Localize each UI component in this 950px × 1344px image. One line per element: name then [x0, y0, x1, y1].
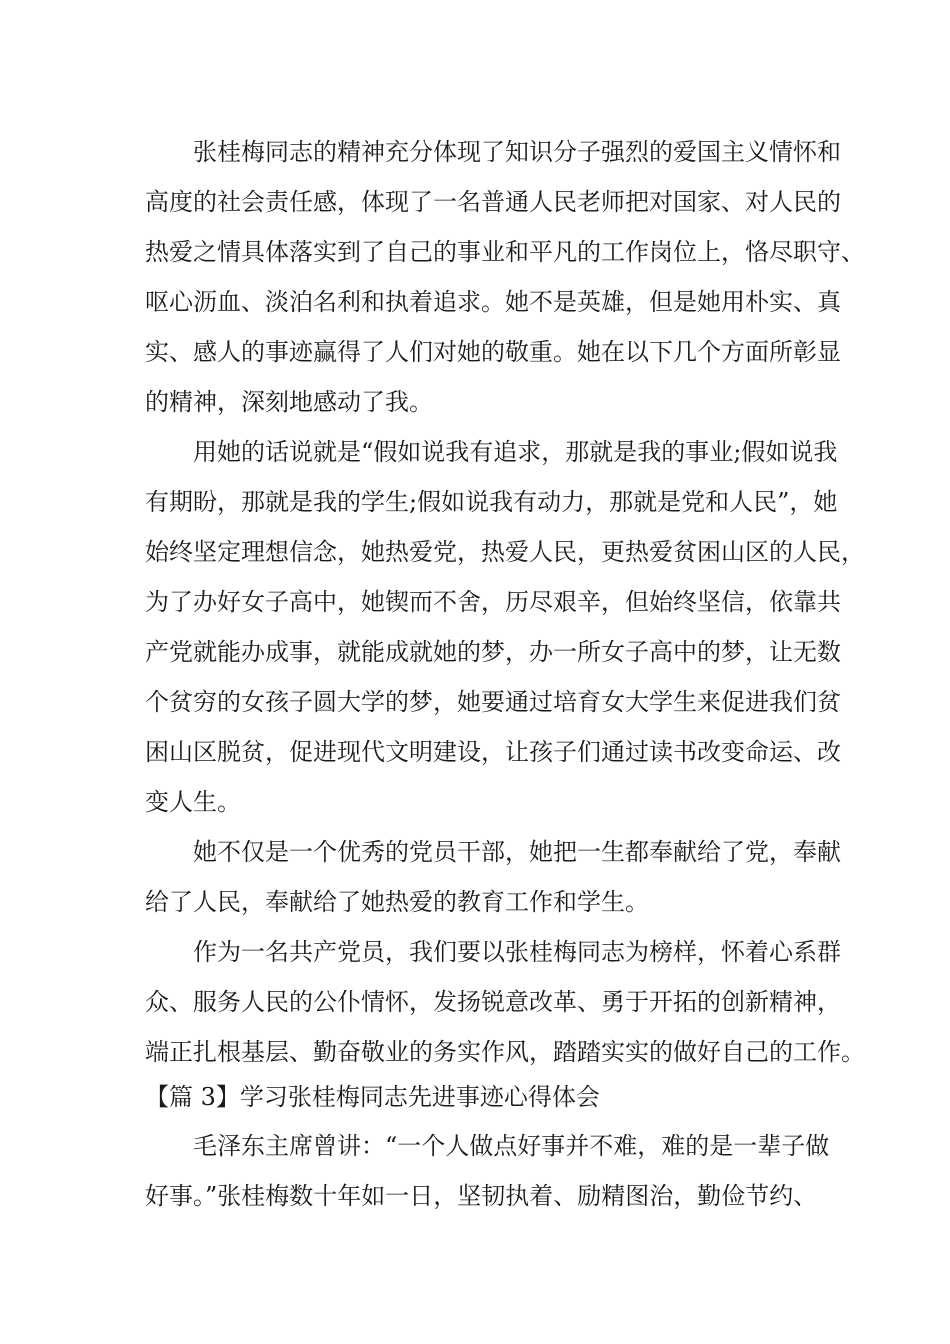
- line-text: 高度的社会责任感，体现了一名普通人民老师把对国家、对人民的: [145, 188, 841, 216]
- text-line: [0, 682, 950, 722]
- line-text: 众、服务人民的公仆情怀，发扬锐意改革、勇于开拓的创新精神，: [145, 988, 841, 1016]
- line-text: 张桂梅同志的精神充分体现了知识分子强烈的爱国主义情怀和: [193, 138, 841, 166]
- line-text: 困山区脱贫，促进现代文明建设，让孩子们通过读书改变命运、改: [145, 738, 841, 766]
- line-text: 个贫穷的女孩子圆大学的梦，她要通过培育女大学生来促进我们贫: [145, 688, 841, 716]
- line-text: 给了人民，奉献给了她热爱的教育工作和学生。: [145, 888, 649, 916]
- line-text: 的精神，深刻地感动了我。: [145, 388, 433, 416]
- text-line: [0, 332, 950, 372]
- text-line: [0, 382, 950, 422]
- line-text: 好事。”张桂梅数十年如一日，坚韧执着、励精图治，勤俭节约、: [145, 1182, 818, 1210]
- line-text: 变人生。: [145, 788, 241, 816]
- line-text: 呕心沥血、淡泊名利和执着追求。她不是英雄，但是她用朴实、真: [145, 288, 841, 316]
- text-line: [0, 282, 950, 322]
- line-text: 用她的话说就是“假如说我有追求，那就是我的事业;假如说我: [193, 438, 838, 466]
- text-line: [0, 782, 950, 822]
- text-line: [0, 882, 950, 922]
- text-line: [0, 732, 950, 772]
- text-line: [0, 932, 950, 972]
- text-line: [0, 982, 950, 1022]
- text-line: [0, 482, 950, 522]
- line-text: 始终坚定理想信念，她热爱党，热爱人民，更热爱贫困山区的人民，: [145, 538, 865, 566]
- text-line: [0, 1032, 950, 1072]
- line-text: 端正扎根基层、勤奋敬业的务实作风，踏踏实实的做好自己的工作。: [145, 1038, 865, 1066]
- line-text: 实、感人的事迹赢得了人们对她的敬重。她在以下几个方面所彰显: [145, 338, 841, 366]
- line-text: 为了办好女子高中，她锲而不舍，历尽艰辛，但始终坚信，依靠共: [145, 588, 841, 616]
- text-line: [0, 1176, 950, 1216]
- text-line: [0, 532, 950, 572]
- text-line: [0, 132, 950, 172]
- text-line: [0, 1126, 950, 1166]
- text-line: [0, 432, 950, 472]
- text-line: [0, 632, 950, 672]
- section-heading-text: 【篇 3】学习张桂梅同志先进事迹心得体会: [145, 1083, 600, 1111]
- text-line: [0, 182, 950, 222]
- line-text: 产党就能办成事，就能成就她的梦，办一所女子高中的梦，让无数: [145, 638, 841, 666]
- text-line: [0, 582, 950, 622]
- line-text: 热爱之情具体落实到了自己的事业和平凡的工作岗位上，恪尽职守、: [145, 238, 865, 266]
- line-text: 作为一名共产党员，我们要以张桂梅同志为榜样，怀着心系群: [193, 938, 841, 966]
- line-text: 毛泽东主席曾讲：“一个人做点好事并不难，难的是一辈子做: [193, 1132, 830, 1160]
- line-text: 她不仅是一个优秀的党员干部，她把一生都奉献给了党，奉献: [193, 838, 841, 866]
- line-text: 有期盼，那就是我的学生;假如说我有动力，那就是党和人民”，她: [145, 488, 838, 516]
- text-line: [0, 832, 950, 872]
- text-line: [0, 232, 950, 272]
- section-heading: [0, 1077, 950, 1117]
